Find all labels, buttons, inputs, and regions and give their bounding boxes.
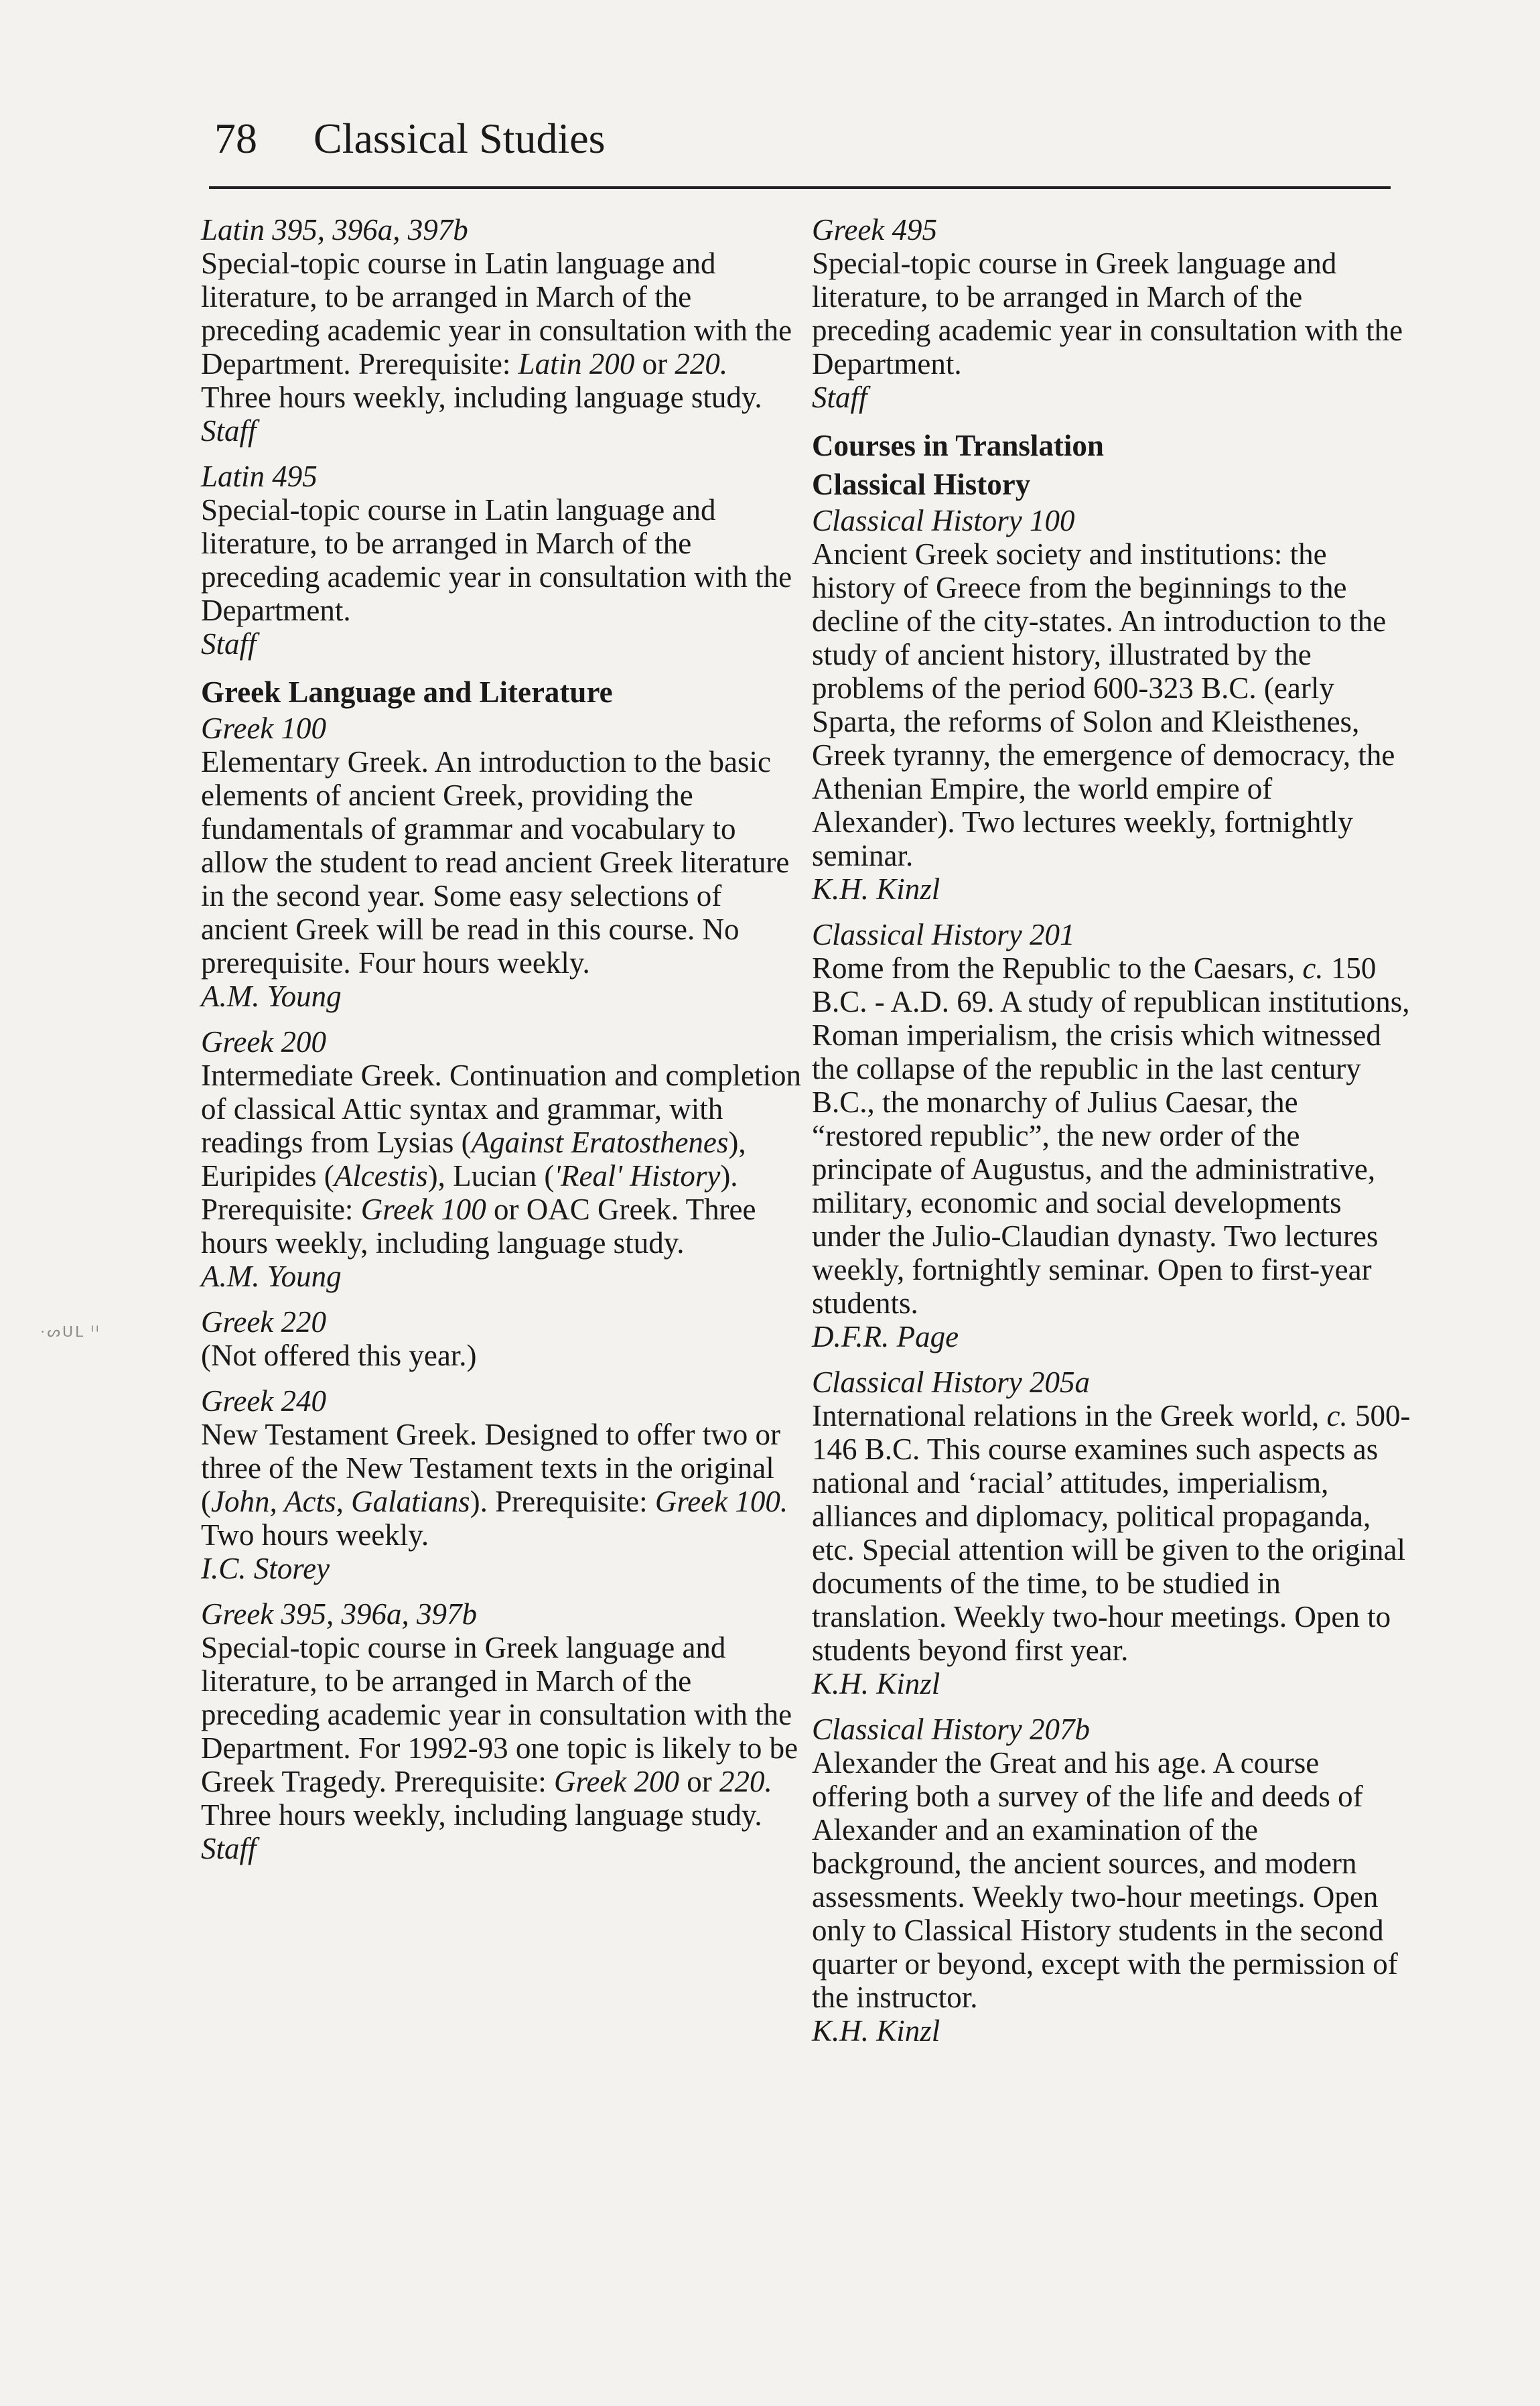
section-heading: Courses in Translation: [812, 429, 1104, 462]
course-entry: [812, 1713, 1415, 2048]
section-heading: Classical History: [812, 468, 1031, 501]
left-column: [201, 213, 804, 1877]
course-code: Classical History 201: [812, 918, 1075, 951]
course-entry: [201, 1025, 804, 1293]
course-instructor: I.C. Storey: [201, 1552, 330, 1585]
course-description: (Not offered this year.): [201, 1339, 477, 1372]
course-instructor: K.H. Kinzl: [812, 2014, 940, 2048]
course-description: Special-topic course in Latin language and literature, to be arranged in March of the preceding academic year in consultation with the Department. Prerequisite: Latin 200 or 220. Three hours weekly, including language study.: [201, 247, 792, 414]
page-header: [214, 114, 1393, 163]
course-entry: [812, 213, 1415, 414]
section-heading: Greek Language and Literature: [201, 675, 613, 709]
course-code: Classical History 207b: [812, 1713, 1091, 1746]
course-entry: [201, 460, 804, 661]
course-code: Greek 100: [201, 712, 327, 745]
course-instructor: Staff: [201, 627, 257, 661]
course-code: Latin 495: [201, 460, 318, 493]
course-entry: [201, 1384, 804, 1585]
course-instructor: Staff: [201, 414, 257, 448]
course-code: Latin 395, 396a, 397b: [201, 213, 468, 247]
course-description: Rome from the Republic to the Caesars, c. 150 B.C. - A.D. 69. A study of republican institutions, Roman imperialism, the crisis which witnessed the collapse of the republic in the last century B.C., the monarchy of Julius Caesar, the “restored republic”, the new order of the principate of Augustus, and the administrative, military, economic and social developments under the Julio-Claudian dynasty. Two lectures weekly, fortnightly seminar. Open to first-year students.: [812, 951, 1410, 1320]
margin-note: ·ᔕᑌᒪ ᑊᑊ: [40, 1323, 101, 1340]
course-entry: [812, 1365, 1415, 1700]
course-entry: [812, 504, 1415, 906]
page-title: Classical Studies: [313, 115, 606, 162]
course-entry: [812, 918, 1415, 1353]
course-instructor: A.M. Young: [201, 980, 342, 1013]
course-code: Greek 495: [812, 213, 938, 247]
course-description: New Testament Greek. Designed to offer two or three of the New Testament texts in the original (John, Acts, Galatians). Prerequisite: Greek 100. Two hours weekly.: [201, 1418, 788, 1552]
course-entry: [201, 712, 804, 1013]
course-code: Classical History 100: [812, 504, 1075, 537]
course-code: Greek 220: [201, 1305, 327, 1339]
header-rule: [209, 186, 1391, 189]
course-entry: [201, 1597, 804, 1865]
course-instructor: Staff: [812, 381, 867, 414]
course-description: Intermediate Greek. Continuation and completion of classical Attic syntax and grammar, with readings from Lysias (Against Eratosthenes), Euripides (Alcestis), Lucian ('Real' History). Prerequisite: Greek 100 or OAC Greek. Three hours weekly, including language study.: [201, 1059, 801, 1260]
course-code: Greek 200: [201, 1025, 327, 1059]
course-description: Special-topic course in Greek language and literature, to be arranged in March of the preceding academic year in consultation with the Department.: [812, 247, 1403, 381]
course-description: Ancient Greek society and institutions: the history of Greece from the beginnings to the decline of the city-states. An introduction to the study of ancient history, illustrated by the problems of the period 600-323 B.C. (early Sparta, the reforms of Solon and Kleisthenes, Greek tyranny, the emergence of democracy, the Athenian Empire, the world empire of Alexander). Two lectures weekly, fortnightly seminar.: [812, 537, 1395, 872]
course-instructor: K.H. Kinzl: [812, 872, 940, 906]
course-description: Alexander the Great and his age. A course offering both a survey of the life and deeds of Alexander and an examination of the background, the ancient sources, and modern assessments. Weekly two-hour meetings. Open only to Classical History students in the second quarter or beyond, except with the permission of the instructor.: [812, 1746, 1398, 2014]
page-number: 78: [214, 115, 257, 162]
course-entry: [201, 213, 804, 448]
course-description: International relations in the Greek world, c. 500-146 B.C. This course examines such aspects as national and ‘racial’ attitudes, imperialism, alliances and diplomacy, political propaganda, etc. Special attention will be given to the original documents of the time, to be studied in translation. Weekly two-hour meetings. Open to students beyond first year.: [812, 1399, 1411, 1667]
right-column: [812, 213, 1415, 2060]
course-instructor: D.F.R. Page: [812, 1320, 959, 1353]
course-description: Special-topic course in Latin language and literature, to be arranged in March of the preceding academic year in consultation with the Department.: [201, 493, 792, 627]
course-code: Greek 395, 396a, 397b: [201, 1597, 478, 1631]
course-description: Elementary Greek. An introduction to the basic elements of ancient Greek, providing the fundamentals of grammar and vocabulary to allow the student to read ancient Greek literature in the second year. Some easy selections of ancient Greek will be read in this course. No prerequisite. Four hours weekly.: [201, 745, 790, 980]
course-description: Special-topic course in Greek language and literature, to be arranged in March of the preceding academic year in consultation with the Department. For 1992-93 one topic is likely to be Greek Tragedy. Prerequisite: Greek 200 or 220. Three hours weekly, including language study.: [201, 1631, 798, 1832]
course-instructor: Staff: [201, 1832, 257, 1865]
course-code: Classical History 205a: [812, 1365, 1091, 1399]
course-code: Greek 240: [201, 1384, 327, 1418]
course-entry: [201, 1305, 804, 1372]
course-instructor: A.M. Young: [201, 1260, 342, 1293]
course-instructor: K.H. Kinzl: [812, 1667, 940, 1700]
